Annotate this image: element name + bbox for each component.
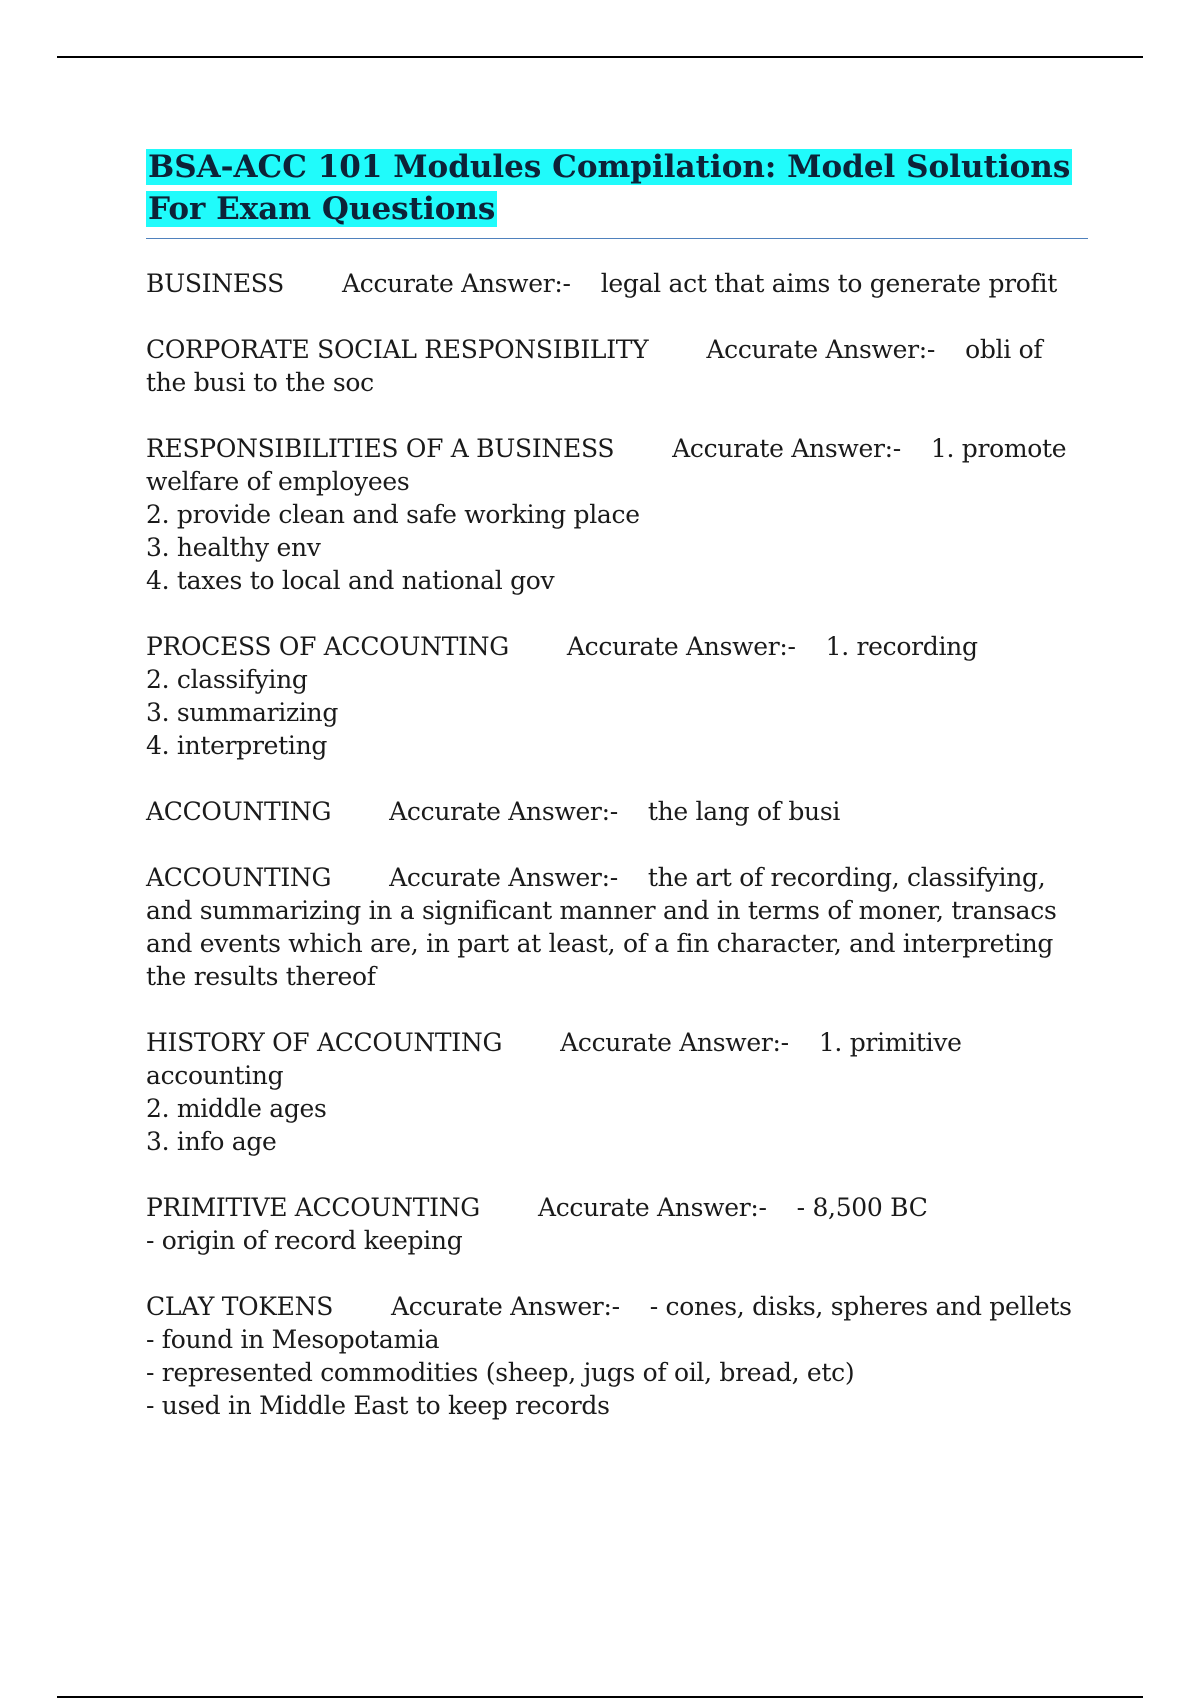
- qa-answer: obli of the busi to the soc: [146, 335, 1043, 397]
- qa-answer: 1. primitive accounting 2. middle ages 3. info age: [146, 1028, 962, 1156]
- qa-answer-label: Accurate Answer:-: [389, 863, 618, 892]
- qa-term: PRIMITIVE ACCOUNTING: [146, 1193, 480, 1222]
- qa-item: [146, 1290, 1088, 1422]
- qa-answer: 1. promote welfare of employees 2. provide clean and safe working place 3. healthy env 4. taxes to local and national gov: [146, 434, 1067, 595]
- qa-item: [146, 1191, 1088, 1257]
- qa-item: [146, 267, 1088, 300]
- qa-answer-label: Accurate Answer:-: [560, 1028, 789, 1057]
- qa-item: [146, 432, 1088, 597]
- qa-answer-label: Accurate Answer:-: [391, 1292, 620, 1321]
- qa-answer: legal act that aims to generate profit: [600, 269, 1057, 298]
- qa-term: CORPORATE SOCIAL RESPONSIBILITY: [146, 335, 649, 364]
- qa-answer-label: Accurate Answer:-: [537, 1193, 767, 1222]
- title-underline: [146, 238, 1088, 239]
- qa-item: [146, 861, 1088, 993]
- qa-item: [146, 795, 1088, 828]
- qa-answer: the lang of busi: [647, 797, 841, 826]
- document-title: [146, 146, 1088, 230]
- document-body: [146, 146, 1088, 1455]
- qa-item: [146, 333, 1088, 399]
- qa-term: ACCOUNTING: [146, 863, 332, 892]
- qa-answer-label: Accurate Answer:-: [566, 632, 796, 661]
- document-title-text: BSA-ACC 101 Modules Compilation: Model Solutions For Exam Questions: [148, 149, 1071, 227]
- qa-term: BUSINESS: [146, 269, 284, 298]
- qa-answer-label: Accurate Answer:-: [672, 434, 901, 463]
- qa-term: PROCESS OF ACCOUNTING: [146, 632, 509, 661]
- qa-answer: - cones, disks, spheres and pellets - found in Mesopotamia - represented commodities (sheep, jugs of oil, bread, etc) - used in Middle East to keep records: [146, 1292, 1072, 1420]
- qa-answer-label: Accurate Answer:-: [389, 797, 618, 826]
- qa-answer: - 8,500 BC - origin of record keeping: [146, 1193, 928, 1255]
- page-top-rule: [57, 56, 1143, 58]
- qa-item: [146, 1026, 1088, 1158]
- page-bottom-rule: [57, 1696, 1143, 1698]
- qa-answer: the art of recording, classifying, and summarizing in a significant manner and in terms of moner, transacs and events which are, in part at least, of a fin character, and interpreting the results thereof: [146, 863, 1057, 991]
- qa-answer: 1. recording 2. classifying 3. summarizing 4. interpreting: [146, 632, 978, 760]
- qa-answer-label: Accurate Answer:-: [341, 269, 571, 298]
- qa-term: RESPONSIBILITIES OF A BUSINESS: [146, 434, 615, 463]
- qa-list: [146, 267, 1088, 1422]
- qa-term: ACCOUNTING: [146, 797, 332, 826]
- qa-term: CLAY TOKENS: [146, 1292, 334, 1321]
- qa-item: [146, 630, 1088, 762]
- qa-answer-label: Accurate Answer:-: [706, 335, 936, 364]
- qa-term: HISTORY OF ACCOUNTING: [146, 1028, 503, 1057]
